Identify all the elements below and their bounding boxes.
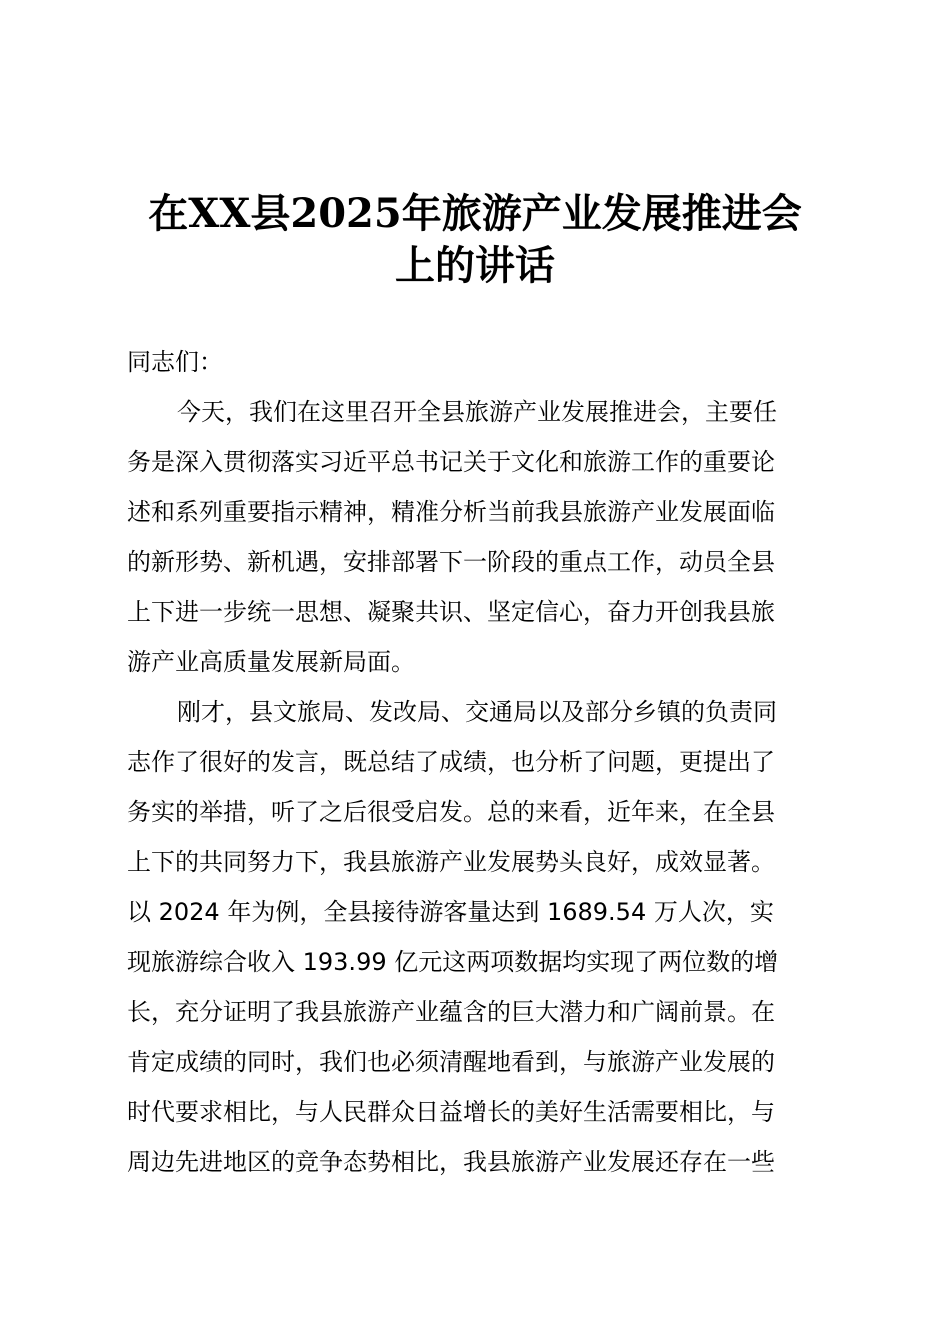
paragraph-line: 刚才，县文旅局、发改局、交通局以及部分乡镇的负责同 (177, 698, 777, 726)
paragraph-line: 游产业高质量发展新局面。 (127, 648, 415, 676)
greeting (127, 337, 827, 387)
paragraph-line: 的新形势、新机遇，安排部署下一阶段的重点工作，动员全县 (127, 548, 775, 576)
paragraph-line: 以 2024 年为例，全县接待游客量达到 1689.54 万人次，实 (127, 898, 774, 926)
paragraph-line: 肯定成绩的同时，我们也必须清醒地看到，与旅游产业发展的 (127, 1048, 775, 1076)
document-title-line-1: 在XX县2025年旅游产业发展推进会 (148, 190, 802, 237)
document-title-line-2: 上的讲话 (395, 242, 555, 289)
paragraph-line: 上下的共同努力下，我县旅游产业发展势头良好，成效显著。 (127, 848, 775, 876)
greeting-text: 同志们： (127, 348, 223, 376)
paragraph-line: 时代要求相比，与人民群众日益增长的美好生活需要相比，与 (127, 1098, 775, 1126)
paragraph-1 (127, 387, 827, 687)
paragraph-line: 今天，我们在这里召开全县旅游产业发展推进会，主要任 (177, 398, 777, 426)
paragraph-line: 长，充分证明了我县旅游产业蕴含的巨大潜力和广阔前景。在 (127, 998, 775, 1026)
paragraph-line: 现旅游综合收入 193.99 亿元这两项数据均实现了两位数的增 (127, 948, 779, 976)
paragraph-line: 务实的举措，听了之后很受启发。总的来看，近年来，在全县 (127, 798, 775, 826)
paragraph-line: 务是深入贯彻落实习近平总书记关于文化和旅游工作的重要论 (127, 448, 775, 476)
paragraph-2 (127, 687, 827, 1187)
paragraph-line: 述和系列重要指示精神，精准分析当前我县旅游产业发展面临 (127, 498, 775, 526)
paragraph-line: 周边先进地区的竞争态势相比，我县旅游产业发展还存在一些 (127, 1148, 775, 1176)
paragraph-line: 志作了很好的发言，既总结了成绩，也分析了问题，更提出了 (127, 748, 775, 776)
paragraph-line: 上下进一步统一思想、凝聚共识、坚定信心，奋力开创我县旅 (127, 598, 775, 626)
